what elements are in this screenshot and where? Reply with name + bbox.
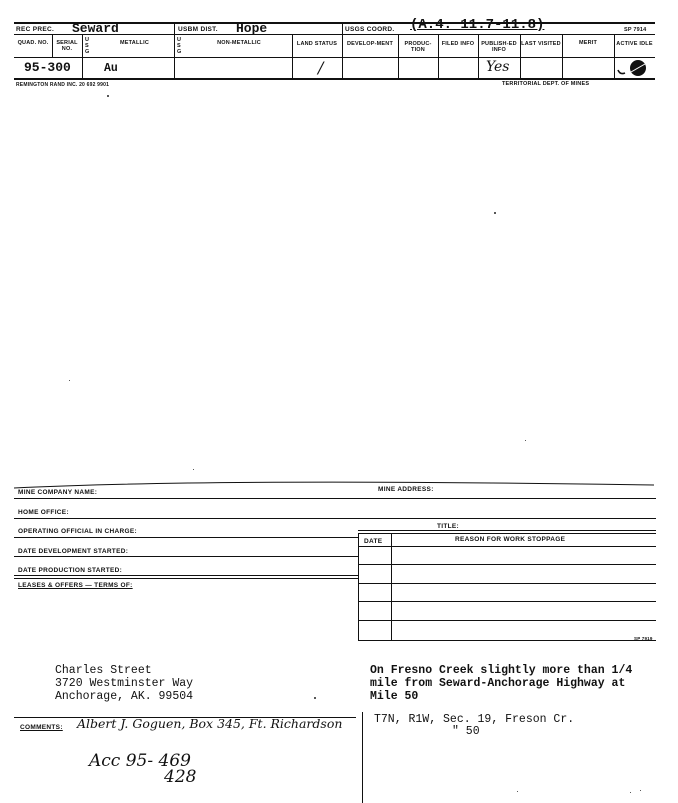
operating-official-label: OPERATING OFFICIAL IN CHARGE: xyxy=(18,528,137,535)
col-serial-no: SERIAL NO. xyxy=(56,40,78,52)
header-rule-bottom xyxy=(14,78,655,80)
land-status-value: / xyxy=(318,58,324,77)
reason-column-header: REASON FOR WORK STOPPAGE xyxy=(455,536,566,543)
speck xyxy=(525,440,526,441)
speck xyxy=(630,792,631,793)
speck xyxy=(69,380,70,381)
col-quad-no: QUAD. NO. xyxy=(17,40,49,46)
mine-location-block xyxy=(370,664,632,703)
col-usg-1: U S G xyxy=(85,37,90,55)
form-top-rule xyxy=(14,476,658,490)
accession-handwritten-2: 428 xyxy=(164,767,197,787)
usgs-coord-label: USGS COORD. xyxy=(345,26,395,33)
col-active-idle: ACTIVE IDLE xyxy=(616,41,653,47)
leases-offers-label: LEASES & OFFERS — TERMS OF: xyxy=(18,582,133,589)
date-development-label: DATE DEVELOPMENT STARTED: xyxy=(18,548,129,555)
printer-line: REMINGTON RAND INC. 20 692 9901 xyxy=(16,82,110,88)
dept-line: TERRITORIAL DEPT. OF MINES xyxy=(502,81,590,87)
speck xyxy=(107,95,109,97)
col-published-info: PUBLISH-ED INFO xyxy=(481,41,517,53)
usbm-dist-value: Hope xyxy=(236,21,268,36)
speck xyxy=(494,212,496,214)
speck xyxy=(640,790,641,791)
form-code: SP 7914 xyxy=(624,27,647,33)
speck xyxy=(314,697,316,699)
address-line: 3720 Westminster Way xyxy=(55,677,194,690)
address-line: Anchorage, AK. 99504 xyxy=(55,690,194,703)
col-production: PRODUC-TION xyxy=(404,41,432,53)
published-info-value: Yes xyxy=(486,59,510,75)
comments-handwritten: Albert J. Goguen, Box 345, Ft. Richardson xyxy=(77,716,343,731)
title-label: TITLE: xyxy=(437,523,460,530)
header-rule-lower xyxy=(14,57,655,58)
rec-prec-value: Seward xyxy=(72,21,119,36)
usbm-dist-label: USBM DIST. xyxy=(178,26,218,33)
usgs-coord-value: (A.4. 11.7-11.8) xyxy=(410,17,545,33)
date-column-header: DATE xyxy=(364,538,383,545)
form-code-2: SP 7919 xyxy=(634,636,653,641)
active-idle-scribble-icon xyxy=(614,58,648,78)
active-idle-mark xyxy=(614,58,648,78)
date-production-label: DATE PRODUCTION STARTED: xyxy=(18,567,123,574)
col-development: DEVELOP-MENT xyxy=(346,41,394,47)
mine-company-name-label: MINE COMPANY NAME: xyxy=(18,489,98,496)
col-last-visited: LAST VISITED xyxy=(521,41,561,47)
rec-prec-label: REC PREC. xyxy=(16,26,55,33)
metallic-value: Au xyxy=(104,62,118,75)
location-line: mile from Seward-Anchorage Highway at xyxy=(370,677,626,690)
accession-handwritten-1: Acc 95- 469 xyxy=(89,751,191,771)
col-non-metallic: NON-METALLIC xyxy=(217,40,261,46)
legal-description: T7N, R1W, Sec. 19, Freson Cr. xyxy=(374,713,575,726)
location-line: Mile 50 xyxy=(370,690,419,703)
quad-serial-value: 95-300 xyxy=(24,60,71,75)
speck xyxy=(193,469,194,470)
mine-address-label: MINE ADDRESS: xyxy=(378,486,434,493)
address-line: Charles Street xyxy=(55,664,152,677)
owner-address-block xyxy=(55,664,193,703)
col-filed-info: FILED INFO xyxy=(441,41,475,47)
location-line: On Fresno Creek slightly more than 1/4 xyxy=(370,664,633,677)
comments-label: COMMENTS: xyxy=(20,724,63,731)
speck xyxy=(517,791,518,792)
col-usg-2: U S G xyxy=(177,37,182,55)
col-merit: MERIT xyxy=(578,40,598,46)
col-land-status: LAND STATUS xyxy=(296,41,338,47)
col-metallic: METALLIC xyxy=(120,40,149,46)
home-office-label: HOME OFFICE: xyxy=(18,509,69,516)
legal-ditto: " 50 xyxy=(452,725,480,738)
